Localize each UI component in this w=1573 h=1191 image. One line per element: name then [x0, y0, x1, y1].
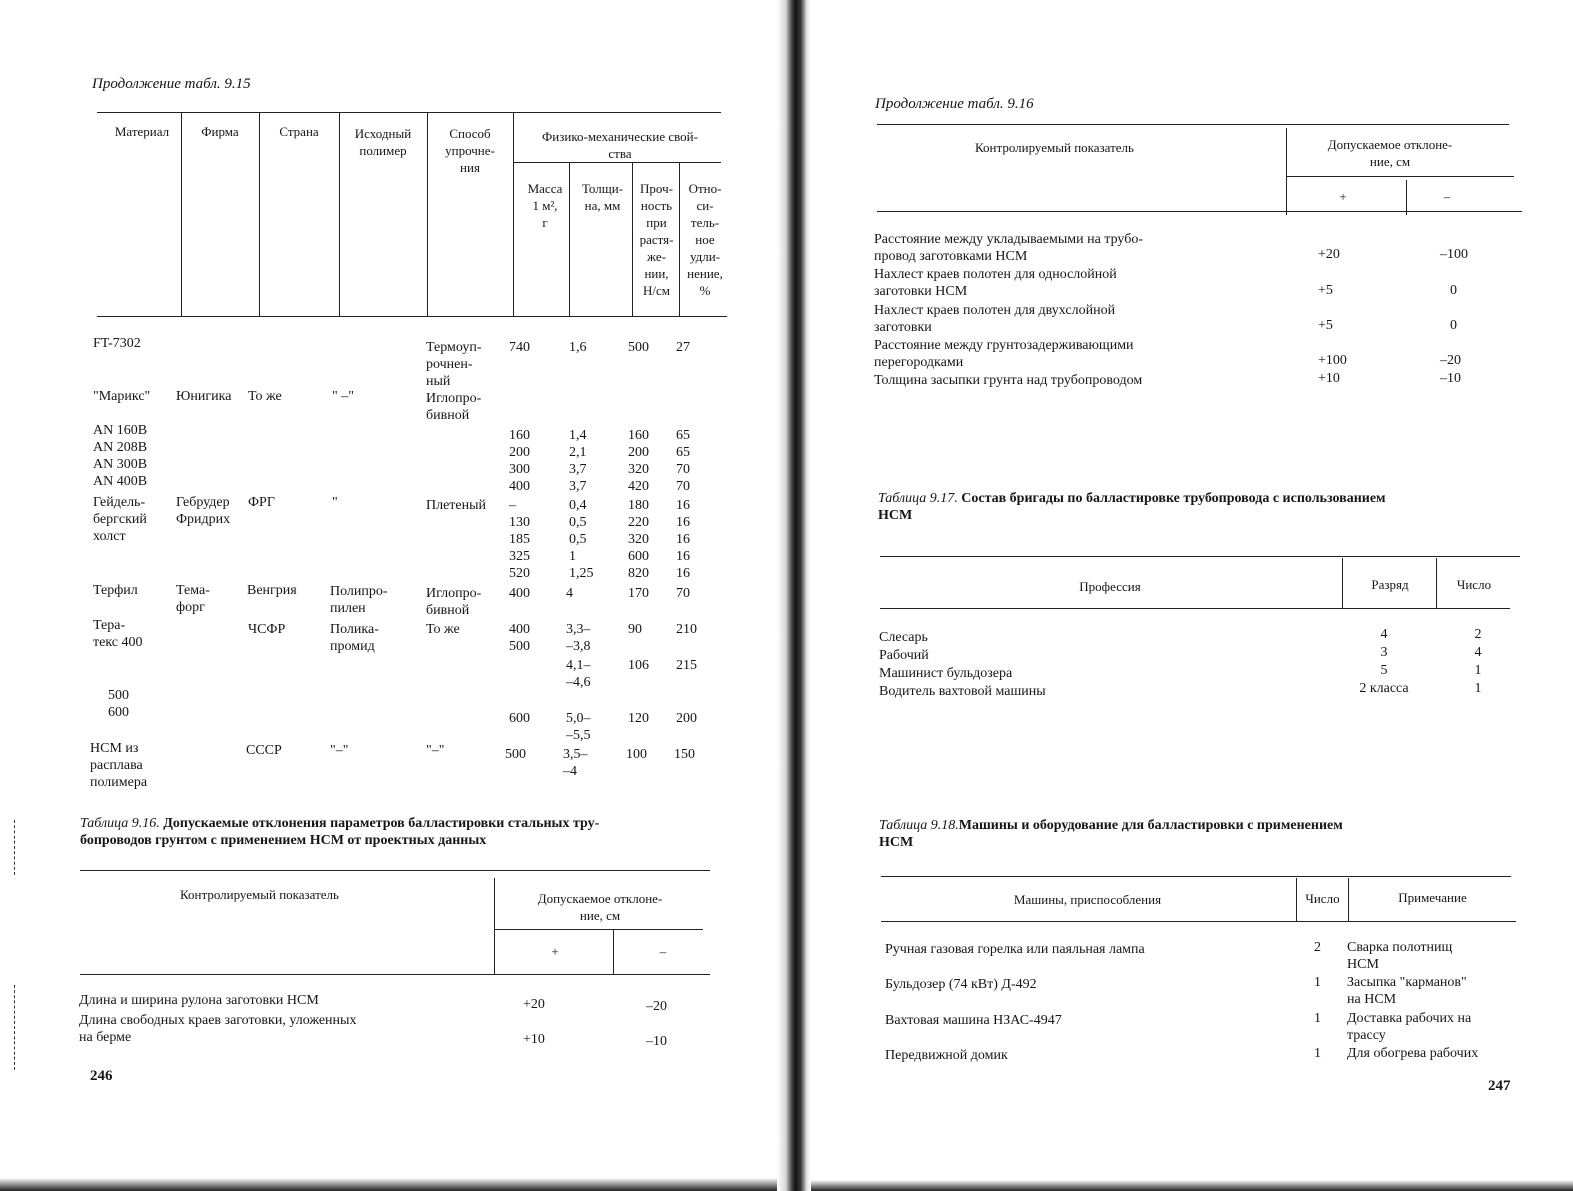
table-row-minus: –20: [1440, 353, 1461, 368]
table-row-machine: Ручная газовая горелка или паяльная лампа: [885, 942, 1145, 957]
table-top-rule: [880, 556, 1520, 557]
table-caption-number: Таблица 9.17.: [878, 491, 958, 506]
header-reinforcement-method: Способ упрочне- ния: [445, 126, 495, 175]
table-row-minus: 0: [1450, 283, 1457, 298]
subheader-rule: [1287, 176, 1514, 177]
cell-country: ЧСФР: [248, 622, 286, 637]
cell-elongation: 215: [676, 658, 697, 673]
table-row-plus: +20: [523, 997, 545, 1012]
header-count: Число: [1456, 577, 1492, 592]
table-caption-text: Состав бригады по балластировке трубопровода с использованием НСМ: [878, 491, 1386, 523]
cell-method: Термоуп- рочнен- ный: [426, 340, 482, 389]
header-thickness: Толщи- на, мм: [581, 181, 624, 213]
cell-firm: Юнигика: [176, 389, 232, 404]
table-row-count: 1: [1474, 681, 1482, 696]
table-caption: [80, 815, 720, 849]
header-controlled-parameter: Контролируемый показатель: [975, 140, 1134, 155]
cell-polymer: "–": [330, 743, 349, 758]
table-caption-number: Таблица 9.16.: [80, 816, 160, 831]
scan-margin-marks: [14, 985, 17, 1070]
cell-mass: 160 200 300 400: [509, 428, 530, 494]
table-row-rank: 3: [1380, 645, 1388, 660]
header-count: Число: [1305, 891, 1340, 906]
cell-elongation: 150: [674, 747, 695, 762]
bottom-edge-shadow: [0, 1178, 777, 1191]
page-number: 246: [90, 1068, 113, 1084]
header-physical-mechanical-properties: Физико-механические свой- ства: [542, 129, 698, 161]
column-rule: [1286, 128, 1287, 215]
header-note: Примечание: [1398, 890, 1467, 905]
header-allowed-deviation: Допускаемое отклоне- ние, см: [1327, 137, 1453, 169]
table-row-count: 4: [1474, 645, 1482, 660]
header-profession: Профессия: [1079, 579, 1141, 594]
cell-firm: Тема- форг: [176, 583, 210, 615]
cell-strength: 106: [628, 658, 649, 673]
header-minus: –: [1443, 189, 1451, 204]
table-row-machine: Вахтовая машина НЗАС-4947: [885, 1013, 1062, 1028]
table-row-count: 1: [1314, 1011, 1321, 1026]
table-row-param: Расстояние между укладываемыми на трубо- провод заготовками НСМ: [874, 232, 1144, 264]
table-row-minus: –10: [646, 1034, 667, 1049]
cell-elongation: 70: [676, 586, 690, 601]
header-bottom-rule: [877, 211, 1522, 212]
scan-margin-marks: [14, 820, 17, 875]
cell-method: То же: [426, 622, 460, 637]
table-row-note: Доставка рабочих на трассу: [1347, 1011, 1472, 1043]
header-bottom-rule: [80, 974, 710, 975]
cell-thickness: 5,0– –5,5: [566, 711, 591, 743]
header-mass: Масса 1 м², г: [527, 181, 563, 230]
cell-mass: – 130 185 325 520: [509, 498, 530, 581]
table-row-minus: –10: [1440, 371, 1461, 386]
book-gutter-shadow: [777, 0, 811, 1191]
header-country: Страна: [279, 124, 319, 139]
cell-country: ФРГ: [248, 495, 275, 510]
table-row-count: 1: [1314, 1046, 1321, 1061]
table-row-count: 2: [1314, 940, 1321, 955]
header-tensile-strength: Проч- ность при растя- же- нии, Н/см: [639, 181, 674, 298]
table-row-plus: +10: [523, 1032, 545, 1047]
table-row-param: Нахлест краев полотен для двухслойной заготовки: [874, 303, 1116, 335]
cell-material: 500 600: [108, 688, 129, 720]
table-row-machine: Передвижной домик: [885, 1048, 1008, 1063]
cell-polymer: Полипро- пилен: [330, 584, 388, 616]
continuation-caption: Продолжение табл. 9.16: [875, 96, 1034, 112]
table-row-minus: 0: [1450, 318, 1457, 333]
cell-strength: 170: [628, 586, 649, 601]
cell-country: СССР: [246, 743, 282, 758]
cell-country: Венгрия: [247, 583, 297, 598]
header-source-polymer: Исходный полимер: [354, 126, 412, 158]
table-row-rank: 5: [1380, 663, 1388, 678]
table-row-param: Толщина засыпки грунта над трубопроводом: [874, 373, 1143, 388]
table-caption: [878, 490, 1518, 524]
cell-material: Терфил: [93, 583, 138, 598]
table-row-rank: 2 класса: [1359, 681, 1409, 696]
column-rule: [494, 878, 495, 974]
column-rule: [259, 112, 260, 316]
cell-strength: 160 200 320 420: [628, 428, 649, 494]
table-row-plus: +5: [1318, 318, 1333, 333]
cell-thickness: 1,6: [569, 340, 587, 355]
table-row-plus: +100: [1318, 353, 1347, 368]
cell-elongation: 210: [676, 622, 697, 637]
header-minus: –: [659, 944, 667, 959]
table-caption-text: Допускаемые отклонения параметров балластировки стальных тру- бопроводов грунтом с применением НСМ от проектных данных: [80, 816, 600, 848]
table-row-plus: +10: [1318, 371, 1340, 386]
table-row-count: 2: [1474, 627, 1482, 642]
table-row-count: 1: [1314, 975, 1321, 990]
cell-mass: 400 500: [509, 622, 530, 654]
table-row-rank: 4: [1380, 627, 1388, 642]
cell-country: То же: [248, 389, 282, 404]
table-row-minus: –100: [1440, 247, 1468, 262]
cell-mass: 500: [505, 747, 526, 762]
header-elongation: Отно- си- тель- ное удли- нение, %: [687, 181, 723, 298]
cell-method: Иглопро- бивной: [426, 586, 482, 618]
cell-thickness: 4,1– –4,6: [566, 658, 591, 690]
table-top-rule: [80, 870, 710, 871]
header-firm: Фирма: [201, 124, 239, 139]
cell-method: "–": [426, 743, 445, 758]
table-row-param: Длина свободных краев заготовки, уложенных на берме: [79, 1013, 357, 1045]
subheader-rule: [495, 929, 703, 930]
table-row-param: Нахлест краев полотен для однослойной заготовки НСМ: [874, 267, 1117, 299]
column-rule: [1436, 558, 1437, 608]
cell-strength: 500: [628, 340, 649, 355]
cell-strength: 90: [628, 622, 642, 637]
header-material: Материал: [114, 124, 170, 139]
cell-thickness: 4: [566, 586, 573, 601]
header-bottom-rule: [880, 608, 1510, 609]
cell-strength: 120: [628, 711, 649, 726]
header-plus: +: [551, 944, 559, 959]
table-caption-text: Машины и оборудование для балластировки с применением НСМ: [879, 818, 1343, 850]
table-row-note: Для обогрева рабочих: [1347, 1046, 1479, 1061]
table-top-rule: [881, 876, 1511, 877]
table-row-profession: Слесарь: [879, 630, 928, 645]
bottom-edge-shadow: [811, 1180, 1573, 1191]
cell-mass: 600: [509, 711, 530, 726]
column-rule: [1342, 558, 1343, 608]
cell-strength: 100: [626, 747, 647, 762]
header-allowed-deviation: Допускаемое отклоне- ние, см: [537, 891, 663, 923]
cell-method: Иглопро- бивной: [426, 391, 482, 423]
header-controlled-parameter: Контролируемый показатель: [180, 887, 339, 902]
cell-polymer: " –": [332, 389, 354, 404]
header-bottom-rule: [881, 921, 1516, 922]
table-row-profession: Водитель вахтовой машины: [879, 684, 1046, 699]
column-rule: [613, 929, 614, 974]
table-caption: [879, 817, 1519, 851]
cell-thickness: 1,4 2,1 3,7 3,7: [569, 428, 587, 494]
cell-material: "Марикс": [93, 389, 151, 404]
cell-method: Плетеный: [426, 498, 487, 513]
table-row-count: 1: [1474, 663, 1482, 678]
table-top-rule: [877, 124, 1509, 125]
cell-material: НСМ из расплава полимера: [90, 741, 148, 790]
table-row-minus: –20: [646, 999, 667, 1014]
cell-material: Тера- текс 400: [93, 618, 143, 650]
table-row-profession: Машинист бульдозера: [879, 666, 1013, 681]
table-row-param: Расстояние между грунтозадерживающими перегородками: [874, 338, 1134, 370]
cell-elongation: 27: [676, 340, 690, 355]
table-row-plus: +5: [1318, 283, 1333, 298]
cell-polymer: ": [332, 495, 338, 510]
cell-elongation: 16 16 16 16 16: [676, 498, 690, 581]
table-row-note: Сварка полотнищ НСМ: [1347, 940, 1453, 972]
table-row-param: Длина и ширина рулона заготовки НСМ: [79, 993, 319, 1008]
column-rule: [1406, 180, 1407, 215]
page-number: 247: [1488, 1078, 1511, 1094]
cell-thickness: 3,5– –4: [563, 747, 588, 779]
cell-material: AN 160B AN 208B AN 300B AN 400B: [93, 423, 148, 489]
header-bottom-rule: [97, 316, 727, 317]
continuation-caption: Продолжение табл. 9.15: [92, 76, 251, 92]
table-row-profession: Рабочий: [879, 648, 929, 663]
table-row-note: Засыпка "карманов" на НСМ: [1347, 975, 1467, 1007]
cell-elongation: 65 65 70 70: [676, 428, 690, 494]
cell-thickness: 0,4 0,5 0,5 1 1,25: [569, 498, 594, 581]
cell-mass: 400: [509, 586, 530, 601]
column-rule: [181, 112, 182, 316]
cell-material: FT-7302: [93, 336, 141, 351]
cell-firm: Гебрудер Фридрих: [176, 495, 231, 527]
cell-mass: 740: [509, 340, 530, 355]
table-top-rule: [97, 112, 721, 113]
cell-strength: 180 220 320 600 820: [628, 498, 649, 581]
subheader-rule: [513, 162, 721, 163]
table-caption-number: Таблица 9.18.: [879, 818, 959, 833]
cell-thickness: 3,3– –3,8: [566, 622, 591, 654]
cell-elongation: 200: [676, 711, 697, 726]
header-plus: +: [1339, 189, 1347, 204]
cell-polymer: Полика- промид: [330, 622, 379, 654]
cell-material: Гейдель- бергский холст: [93, 495, 147, 544]
table-row-machine: Бульдозер (74 кВт) Д-492: [885, 977, 1037, 992]
header-rank: Разряд: [1371, 577, 1409, 592]
column-rule: [1348, 878, 1349, 921]
table-row-plus: +20: [1318, 247, 1340, 262]
header-machines: Машины, приспособления: [1013, 892, 1162, 907]
